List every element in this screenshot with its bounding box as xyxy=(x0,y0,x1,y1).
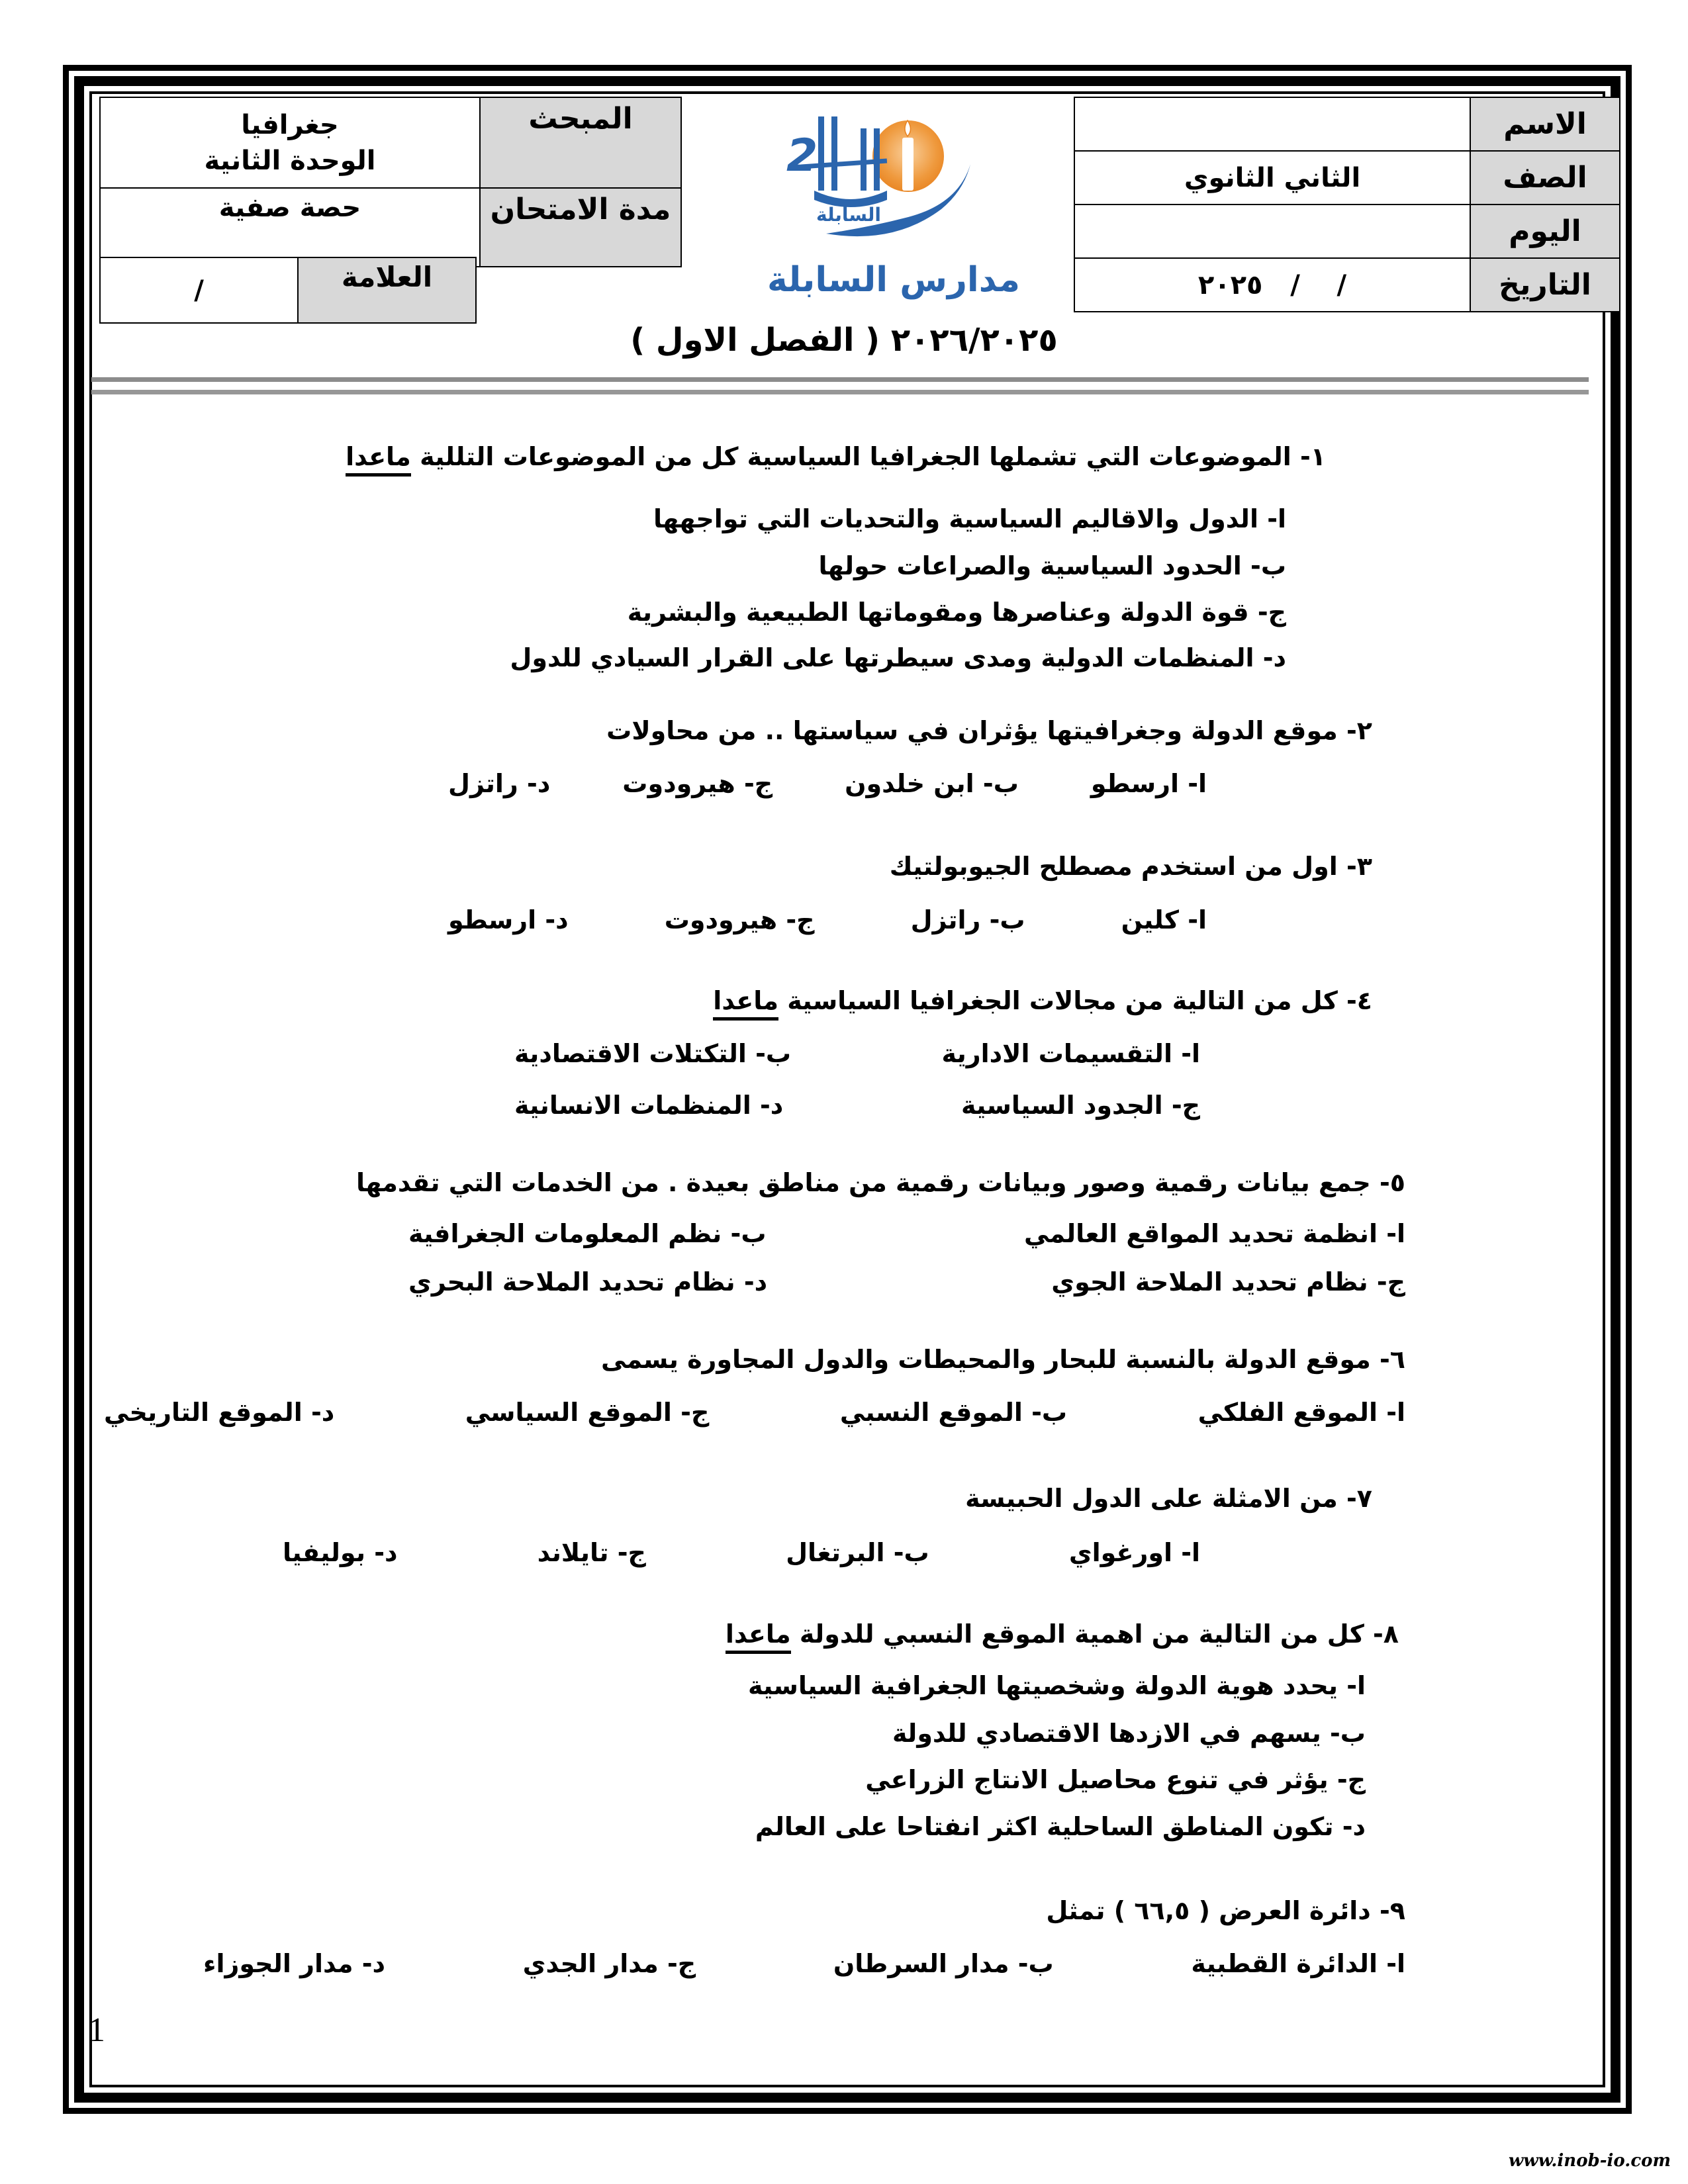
day-value xyxy=(1074,205,1470,258)
question-7-options xyxy=(91,1538,1604,1567)
question-7-stem xyxy=(91,1484,1604,1513)
question-9-option-d: د- مدار الجوزاء xyxy=(203,1949,385,1978)
subject-value xyxy=(100,97,480,188)
question-8-stem xyxy=(91,1619,1604,1649)
question-5-option-d: د- نظام تحديد الملاحة البحري xyxy=(408,1267,768,1297)
question-2-option-c: ج- هيرودوت xyxy=(622,769,773,798)
question-1-option-a: ا- الدول والاقاليم السياسية والتحديات التي تواجهها xyxy=(653,504,1286,533)
subject-value-line1: جغرافيا xyxy=(241,109,339,140)
question-9-stem xyxy=(91,1896,1604,1925)
page-number: 1 xyxy=(88,2011,105,2049)
question-2-option-d: د- راتزل xyxy=(448,769,551,798)
question-5-option-c: ج- نظام تحديد الملاحة الجوي xyxy=(1051,1267,1405,1297)
name-value xyxy=(1074,97,1470,151)
question-9-option-a: ا- الدائرة القطبية xyxy=(1191,1949,1405,1978)
class-value: الثاني الثانوي xyxy=(1074,151,1470,205)
date-label: التاريخ xyxy=(1470,258,1620,312)
table-row xyxy=(1074,258,1620,312)
question-6-stem xyxy=(91,1345,1604,1374)
question-9-option-b: ب- مدار السرطان xyxy=(833,1949,1054,1978)
question-1-option-c: ج- قوة الدولة وعناصرها ومقوماتها الطبيعية والبشرية xyxy=(627,598,1286,627)
mark-value: / xyxy=(100,257,298,323)
question-4-option-a: ا- التقسيمات الادارية xyxy=(941,1039,1200,1068)
question-1-stem-text: ١- الموضوعات التي تشملها الجغرافيا السياسية كل من الموضوعات التللية xyxy=(410,442,1326,471)
question-1-underlined-word: ماعدا xyxy=(346,442,411,477)
question-9-option-c: ج- مدار الجدي xyxy=(522,1949,696,1978)
logo-name-small: السابلة xyxy=(816,204,882,226)
question-4-stem-text: ٤- كل من التالية من مجالات الجغرافيا السياسية xyxy=(778,986,1372,1015)
question-5-option-b: ب- نظم المعلومات الجغرافية xyxy=(408,1219,767,1248)
question-3-option-c: ج- هيرودوت xyxy=(664,905,815,934)
question-8-option-d: د- تكون المناطق الساحلية اكثر انفتاحا على العالم xyxy=(755,1812,1366,1841)
question-4-stem xyxy=(91,986,1604,1015)
question-6-option-a: ا- الموقع الفلكي xyxy=(1197,1398,1405,1427)
table-row xyxy=(100,97,681,188)
question-4-option-c: ج- الجدود السياسية xyxy=(961,1091,1200,1120)
question-6-options xyxy=(91,1398,1604,1427)
question-5-options-row2 xyxy=(91,1267,1604,1297)
question-4-option-b: ب- التكتلات الاقتصادية xyxy=(514,1039,792,1068)
question-3-options xyxy=(91,905,1604,934)
mark-label: العلامة xyxy=(298,257,476,323)
question-5-stem xyxy=(91,1168,1604,1197)
school-logo-graphic xyxy=(735,98,1053,316)
question-6-option-d: د- الموقع التاريخي xyxy=(104,1398,335,1427)
question-7-option-b: ب- البرتغال xyxy=(786,1538,929,1567)
question-8-option-c: ج- يؤثر في تنوع محاصيل الانتاج الزراعي xyxy=(865,1765,1366,1794)
question-2-stem-text: ٢- موقع الدولة وجغرافيتها يؤثران في سياستها .. من محاولات xyxy=(606,716,1372,745)
question-8-underlined-word: ماعدا xyxy=(726,1619,791,1654)
exam-info-table xyxy=(99,97,682,267)
logo-name-main: مدارس السابلة xyxy=(767,260,1020,300)
duration-value: حصة صفية xyxy=(100,188,480,267)
date-value: / / ٢٠٢٥ xyxy=(1074,258,1470,312)
question-5-stem-text: ٥- جمع بيانات رقمية وصور وبيانات رقمية من مناطق بعيدة . من الخدمات التي تقدمها xyxy=(356,1168,1405,1197)
question-5-option-a: ا- انظمة تحديد المواقع العالمي xyxy=(1023,1219,1405,1248)
subject-value-line2: الوحدة الثانية xyxy=(204,145,376,176)
year-semester-line: ٢٠٢٦/٢٠٢٥ ( الفصل الاول ) xyxy=(630,322,1058,359)
question-2-option-b: ب- ابن خلدون xyxy=(845,769,1019,798)
question-2-stem xyxy=(91,716,1604,745)
table-row xyxy=(1074,205,1620,258)
student-info-table xyxy=(1074,97,1620,312)
question-4-underlined-word: ماعدا xyxy=(713,986,778,1021)
question-3-option-a: ا- كلين xyxy=(1121,905,1207,934)
question-1-stem xyxy=(91,442,1604,471)
class-label: الصف xyxy=(1470,151,1620,205)
question-1-option-b: ب- الحدود السياسية والصراعات حولها xyxy=(818,551,1286,580)
question-7-option-d: د- بوليفيا xyxy=(283,1538,398,1567)
day-label: اليوم xyxy=(1470,205,1620,258)
subject-label: المبحث xyxy=(480,97,681,188)
question-1-option-d: د- المنظمات الدولية ومدى سيطرتها على القرار السيادي للدول xyxy=(510,643,1286,672)
watermark: www.inob-io.com xyxy=(1508,2151,1671,2171)
question-7-option-c: ج- تايلاند xyxy=(537,1538,646,1567)
question-9-stem-text: ٩- دائرة العرض ( ٦٦,٥ ) تمثل xyxy=(1046,1896,1405,1925)
question-2-options xyxy=(91,769,1604,798)
question-7-stem-text: ٧- من الامثلة على الدول الحبيسة xyxy=(965,1484,1372,1513)
duration-label: مدة الامتحان xyxy=(480,188,681,267)
question-3-stem xyxy=(91,852,1604,881)
question-6-stem-text: ٦- موقع الدولة بالنسبة للبحار والمحيطات والدول المجاورة يسمى xyxy=(601,1345,1405,1374)
logo-number: 2 xyxy=(786,130,818,182)
question-2-option-a: ا- ارسطو xyxy=(1090,769,1207,798)
question-3-option-d: د- ارسطو xyxy=(448,905,569,934)
question-6-option-b: ب- الموقع النسبي xyxy=(839,1398,1068,1427)
question-9-options xyxy=(91,1949,1604,1978)
table-row xyxy=(100,257,476,323)
question-8-stem-text: ٨- كل من التالية من اهمية الموقع النسبي للدولة xyxy=(790,1619,1399,1649)
question-7-option-a: ا- اورغواي xyxy=(1068,1538,1200,1567)
question-3-option-b: ب- راتزل xyxy=(910,905,1025,934)
table-row xyxy=(100,188,681,267)
question-3-stem-text: ٣- اول من استخدم مصطلح الجيوبولتيك xyxy=(889,852,1372,881)
question-8-option-a: ا- يحدد هوية الدولة وشخصيتها الجغرافية السياسية xyxy=(747,1671,1366,1700)
question-4-options-row2 xyxy=(91,1091,1604,1120)
question-4-options-row1 xyxy=(91,1039,1604,1068)
page-border-frame xyxy=(63,65,1632,2114)
mark-table xyxy=(99,257,477,324)
school-logo xyxy=(735,98,1053,316)
name-label: الاسم xyxy=(1470,97,1620,151)
question-5-options-row1 xyxy=(91,1219,1604,1248)
question-8-option-b: ب- يسهم في الازدها الاقتصادي للدولة xyxy=(892,1719,1366,1748)
table-row xyxy=(1074,151,1620,205)
header-separator xyxy=(91,377,1589,394)
table-row xyxy=(1074,97,1620,151)
question-6-option-c: ج- الموقع السياسي xyxy=(465,1398,710,1427)
question-4-option-d: د- المنظمات الانسانية xyxy=(514,1091,784,1120)
